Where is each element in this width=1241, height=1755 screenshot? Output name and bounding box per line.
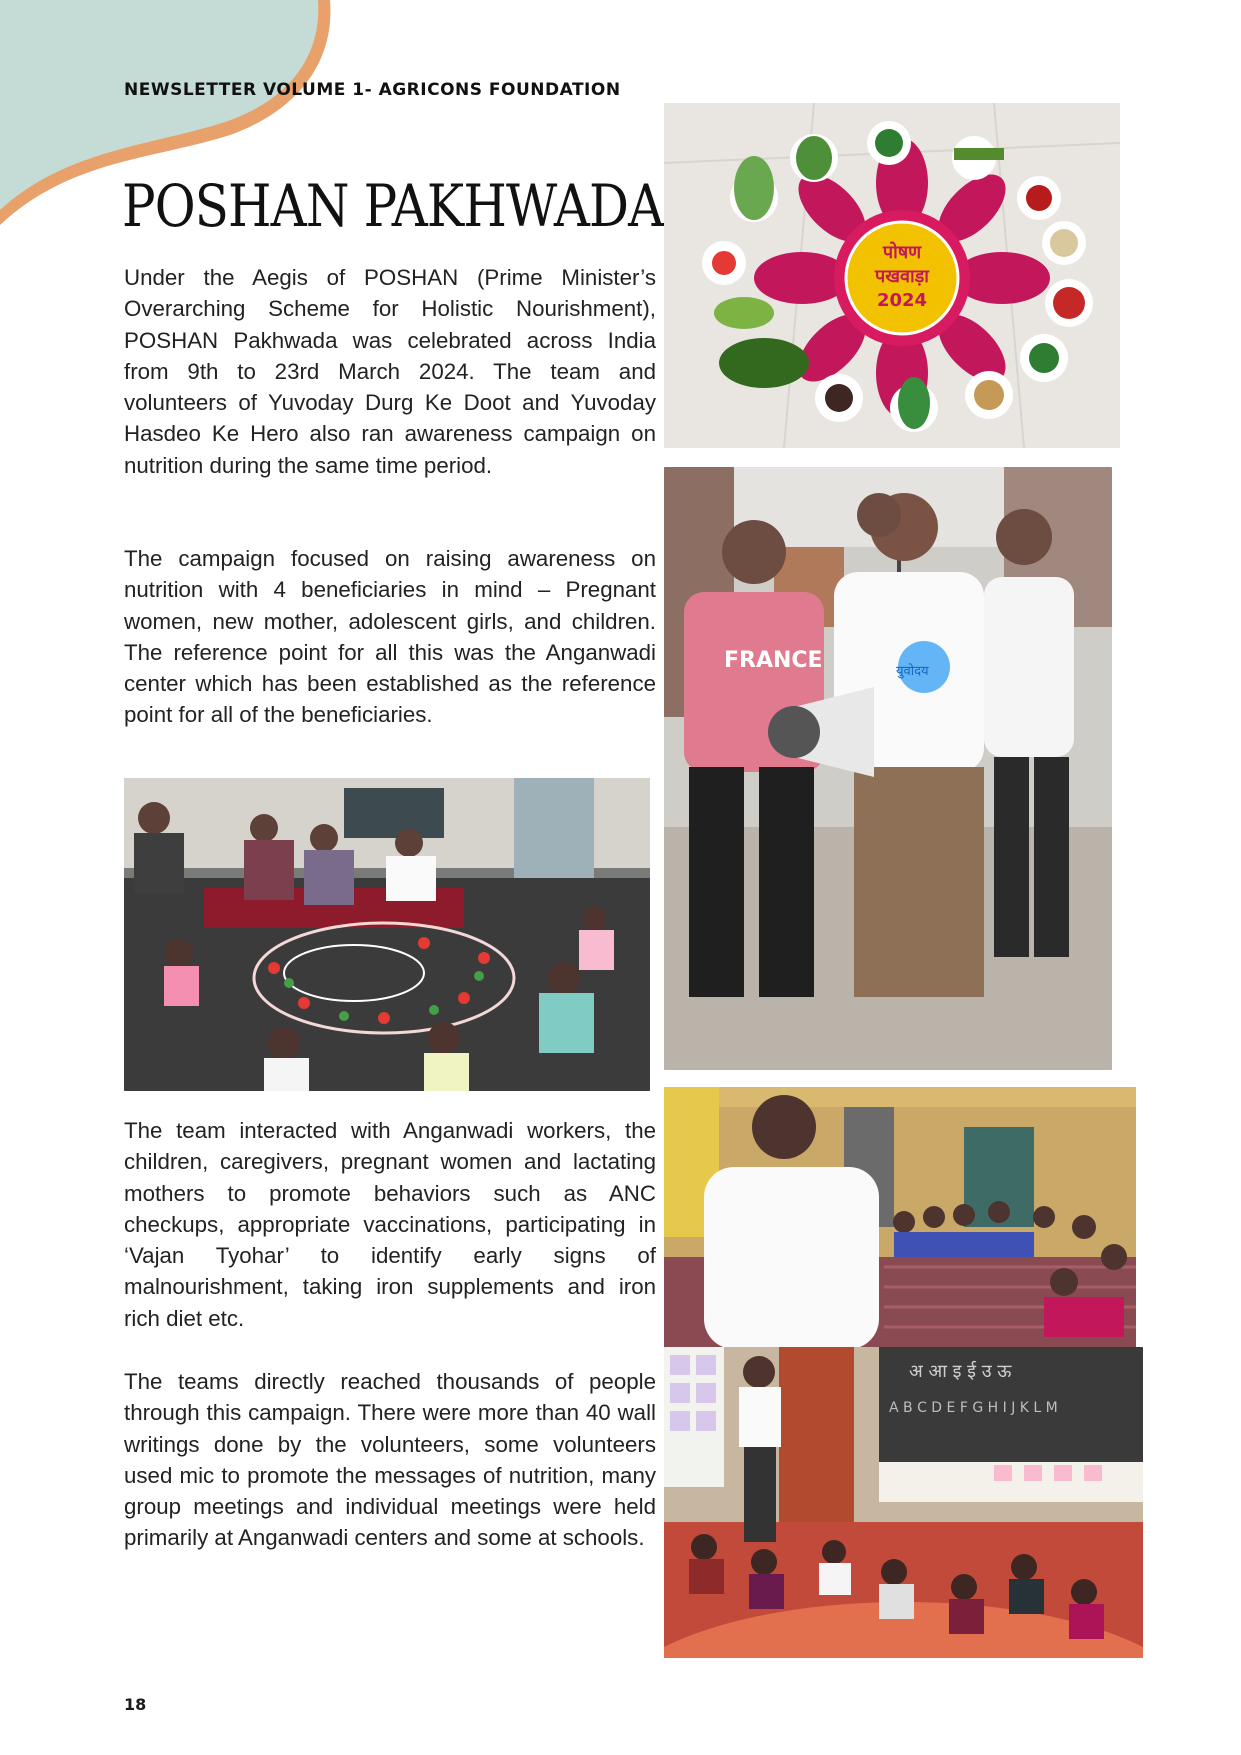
rangoli-text-3: 2024 xyxy=(876,290,928,311)
paragraph-campaign-focus: The campaign focused on raising awareness on nutrition with 4 beneficiaries in mind – Pregnant women, new mother, adolescent girls, and children. The reference point for all this was the Anganwadi center which has been established as the reference point for all of the beneficiaries. xyxy=(124,546,656,728)
page-title: POSHAN PAKHWADA xyxy=(122,172,664,240)
shirt-text: FRANCE xyxy=(724,648,823,673)
page-number: 18 xyxy=(124,1695,147,1714)
photo-children-food-circle xyxy=(124,778,650,1091)
paragraph-interactions: The team interacted with Anganwadi workers, the children, caregivers, pregnant women and lactating mothers to promote behaviors such as ANC checkups, appropriate vaccinations, participating in ‘Vajan Tyohar’ to identify early signs of malnourishment, taking iron supplements and iron rich diet etc. xyxy=(124,1118,656,1331)
photo-classroom-children xyxy=(664,1347,1143,1658)
photo-group-meeting-women xyxy=(664,1087,1136,1349)
photo-rangoli-vegetables xyxy=(664,103,1120,448)
rangoli-text-1: पोषण xyxy=(882,242,922,263)
blackboard-text-1: अ आ इ ई उ ऊ xyxy=(909,1361,1012,1382)
newsletter-header: NEWSLETTER VOLUME 1- AGRICONS FOUNDATION xyxy=(124,80,621,100)
photo-volunteers-megaphone xyxy=(664,467,1112,1070)
rangoli-text-2: पखवाड़ा xyxy=(875,266,929,287)
paragraph-reach: The teams directly reached thousands of people through this campaign. There were more than 40 wall writings done by the volunteers, some volunteers used mic to promote the messages of nutrition, many group meetings and individual meetings were held primarily at Anganwadi centers and some at schools. xyxy=(124,1369,656,1551)
paragraph-intro: Under the Aegis of POSHAN (Prime Minister’s Overarching Scheme for Holistic Nourishment), POSHAN Pakhwada was celebrated across India from 9th to 23rd March 2024. The team and volunteers of Yuvoday Durg Ke Doot and Yuvoday Hasdeo Ke Hero also ran awareness campaign on nutrition during the same time period. xyxy=(124,265,656,478)
blackboard-text-2: A B C D E F G H I J K L M xyxy=(889,1400,1058,1416)
badge-text: युवोदय xyxy=(896,664,929,679)
